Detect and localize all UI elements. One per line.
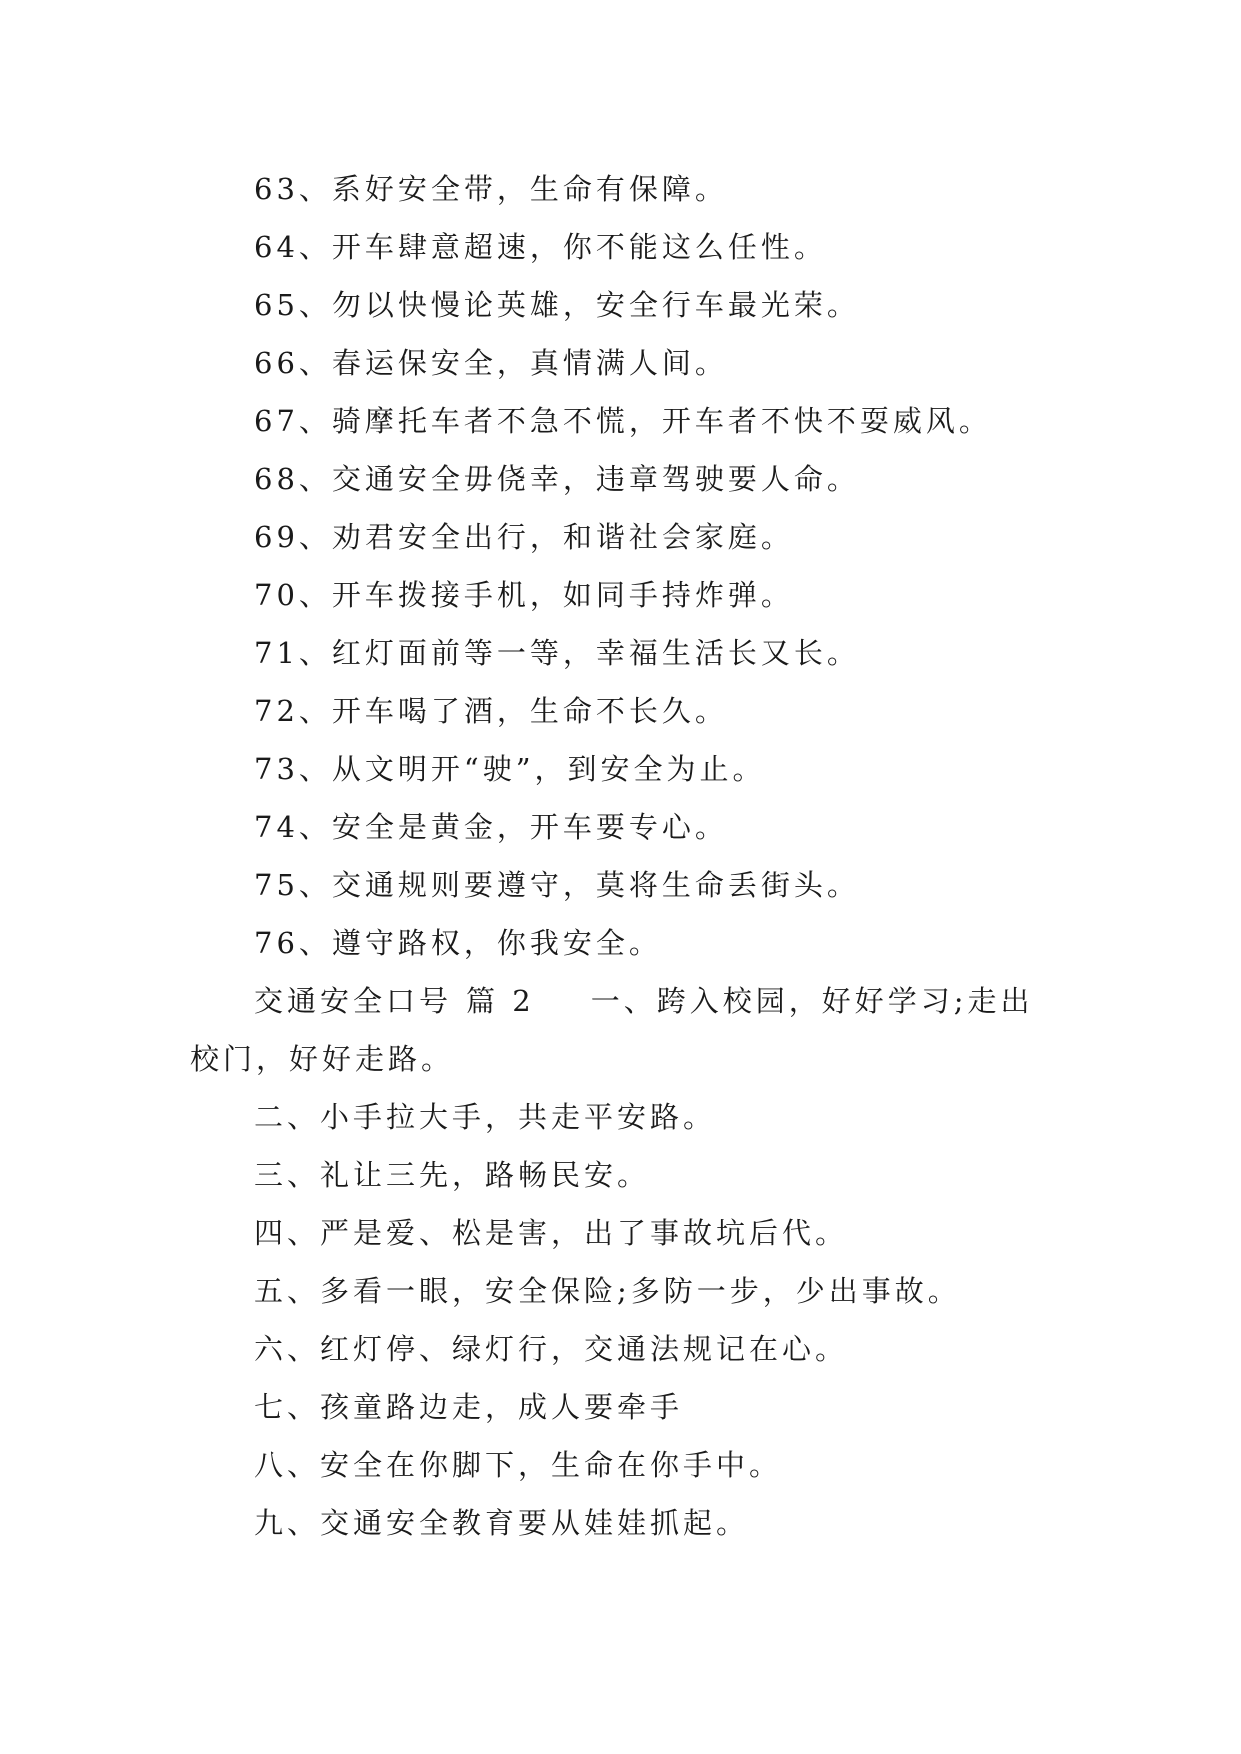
slogan-line: 六、红灯停、绿灯行，交通法规记在心。 bbox=[254, 1332, 849, 1366]
slogan-line: 67、骑摩托车者不急不慌，开车者不快不耍威风。 bbox=[254, 404, 992, 438]
slogan-line: 73、从文明开“驶”，到安全为止。 bbox=[254, 752, 766, 786]
section-part-label: 篇 2 bbox=[466, 984, 535, 1018]
slogan-line: 69、劝君安全出行，和谐社会家庭。 bbox=[254, 520, 794, 554]
slogan-line: 八、安全在你脚下，生命在你手中。 bbox=[254, 1448, 783, 1482]
section-heading: 交通安全口号 bbox=[254, 984, 453, 1018]
slogan-line: 71、红灯面前等一等，幸福生活长又长。 bbox=[254, 636, 860, 670]
slogan-line: 68、交通安全毋侥幸，违章驾驶要人命。 bbox=[254, 462, 860, 496]
slogan-line: 64、开车肆意超速，你不能这么任性。 bbox=[254, 230, 827, 264]
slogan-line: 九、交通安全教育要从娃娃抓起。 bbox=[254, 1506, 750, 1540]
slogan-line: 70、开车拨接手机，如同手持炸弹。 bbox=[254, 578, 794, 612]
slogan-line: 63、系好安全带，生命有保障。 bbox=[254, 172, 728, 206]
slogan-line: 72、开车喝了酒，生命不长久。 bbox=[254, 694, 728, 728]
document-body bbox=[190, 160, 1050, 1552]
slogan-line: 四、严是爱、松是害，出了事故坑后代。 bbox=[254, 1216, 849, 1250]
section-heading-paragraph bbox=[190, 972, 1050, 1088]
slogan-line: 五、多看一眼，安全保险;多防一步，少出事故。 bbox=[254, 1274, 961, 1308]
slogan-line: 七、孩童路边走，成人要牵手 bbox=[254, 1390, 684, 1424]
slogan-line: 65、勿以快慢论英雄，安全行车最光荣。 bbox=[254, 288, 860, 322]
slogan-line: 74、安全是黄金，开车要专心。 bbox=[254, 810, 728, 844]
slogan-line: 75、交通规则要遵守，莫将生命丢街头。 bbox=[254, 868, 860, 902]
slogan-line: 76、遵守路权，你我安全。 bbox=[254, 926, 662, 960]
slogan-line: 三、礼让三先，路畅民安。 bbox=[254, 1158, 651, 1192]
slogan-line: 二、小手拉大手，共走平安路。 bbox=[254, 1100, 717, 1134]
section-first-item: 一、跨入校园，好好学习;走出校门，好好走路。 bbox=[190, 984, 1034, 1076]
slogan-line: 66、春运保安全，真情满人间。 bbox=[254, 346, 728, 380]
